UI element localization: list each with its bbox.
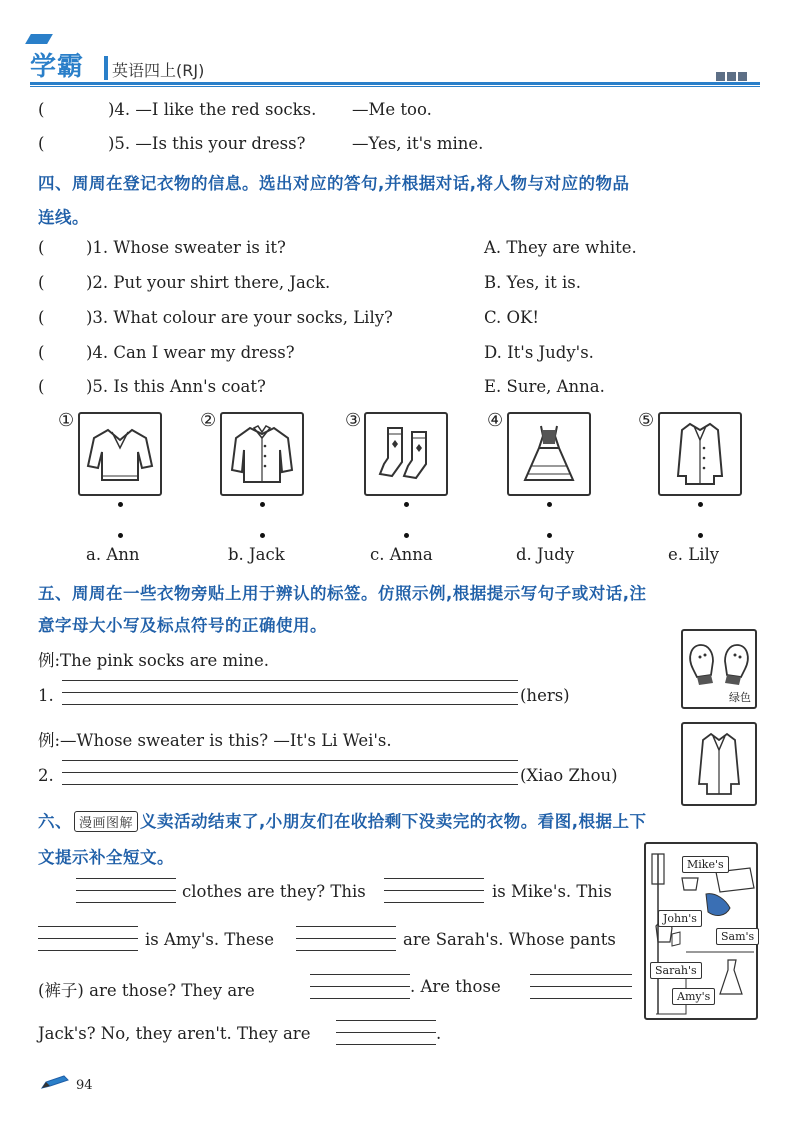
passage-text-8: . [436, 1024, 442, 1043]
item-picture-3 [364, 412, 448, 496]
person-dot-d[interactable] [547, 533, 552, 538]
color-label: 绿色 [729, 691, 751, 704]
part4-title: 四、周周在登记衣物的信息。选出对应的答句,并根据对话,将人物与对应的物品 [38, 174, 630, 193]
mittens-icon [683, 631, 755, 691]
item-dot-4[interactable] [547, 502, 552, 507]
tag-amys: Amy's [672, 988, 715, 1005]
page-number: 94 [76, 1078, 93, 1093]
part5-number-1: 1. [38, 686, 54, 705]
part4-question-1: ( )1. Whose sweater is it? [38, 238, 286, 257]
passage-text-5: (裤子) are those? They are [38, 981, 255, 1000]
item-number-1: ① [58, 410, 75, 431]
person-dot-b[interactable] [260, 533, 265, 538]
part3-question-4: ( )4. —I like the red socks. —Me too. [38, 100, 432, 119]
passage-text-6: . Are those [410, 977, 501, 996]
part5-example-1: 例:The pink socks are mine. [38, 651, 270, 670]
header-separator [104, 56, 108, 80]
part4-answer-d: D. It's Judy's. [484, 343, 594, 362]
part5-number-2: 2. [38, 766, 54, 785]
item-dot-1[interactable] [118, 502, 123, 507]
person-d: d. Judy [516, 545, 575, 564]
person-c: c. Anna [370, 545, 433, 564]
part3-question-5: ( )5. —Is this your dress? —Yes, it's mine. [38, 134, 484, 153]
person-dot-a[interactable] [118, 533, 123, 538]
blank-7[interactable] [336, 1032, 436, 1033]
header-rule [30, 82, 760, 85]
item-picture-2 [220, 412, 304, 496]
hint-xiao-zhou: (Xiao Zhou) [520, 766, 618, 785]
person-a: a. Ann [86, 545, 140, 564]
tag-sams: Sam's [716, 928, 759, 945]
passage-text-3: is Amy's. These [145, 930, 274, 949]
item-dot-2[interactable] [260, 502, 265, 507]
part6-title: 六、 漫画图解 义卖活动结束了,小朋友们在收拾剩下没卖完的衣物。看图,根据上下 [38, 812, 647, 831]
part4-answer-e: E. Sure, Anna. [484, 377, 605, 396]
mittens-picture [681, 629, 757, 709]
part4-question-4: ( )4. Can I wear my dress? [38, 343, 295, 362]
item-picture-4 [507, 412, 591, 496]
comic-badge: 漫画图解 [74, 811, 138, 832]
tag-mikes: Mike's [682, 856, 729, 873]
sweater-coat-picture [681, 722, 757, 806]
part4-question-5: ( )5. Is this Ann's coat? [38, 377, 266, 396]
brand-logo: 学霸 [30, 46, 84, 83]
item-picture-1 [78, 412, 162, 496]
item-dot-5[interactable] [698, 502, 703, 507]
passage-text-7: Jack's? No, they aren't. They are [38, 1024, 311, 1043]
blank-3[interactable] [38, 938, 138, 939]
part6-title-cont: 文提示补全短文。 [38, 848, 174, 867]
dress-icon [509, 414, 589, 494]
blank-1[interactable] [76, 890, 176, 891]
part5-title-cont: 意字母大小写及标点符号的正确使用。 [38, 616, 327, 635]
comic-picture [644, 842, 758, 1020]
passage-text-4: are Sarah's. Whose pants [403, 930, 616, 949]
blank-5[interactable] [310, 986, 410, 987]
page-header [0, 0, 800, 92]
item-number-2: ② [200, 410, 217, 431]
blank-2[interactable] [384, 890, 484, 891]
item-number-3: ③ [345, 410, 362, 431]
part4-question-3: ( )3. What colour are your socks, Lily? [38, 308, 393, 327]
person-b: b. Jack [228, 545, 285, 564]
socks-icon [366, 414, 446, 494]
book-title: 英语四上(RJ) [112, 61, 205, 80]
part5-example-2: 例:—Whose sweater is this? —It's Li Wei's. [38, 731, 392, 750]
person-dot-c[interactable] [404, 533, 409, 538]
pencil-icon [40, 1074, 70, 1094]
answer-line-2[interactable] [62, 772, 518, 773]
part4-title-cont: 连线。 [38, 208, 89, 227]
part4-answer-c: C. OK! [484, 308, 540, 327]
coat-icon [660, 414, 740, 494]
shirt-icon [222, 414, 302, 494]
tag-sarahs: Sarah's [650, 962, 702, 979]
person-e: e. Lily [668, 545, 720, 564]
part4-question-2: ( )2. Put your shirt there, Jack. [38, 273, 331, 292]
hint-hers: (hers) [520, 686, 570, 705]
jacket-icon [683, 724, 755, 804]
part4-answer-b: B. Yes, it is. [484, 273, 581, 292]
blank-6[interactable] [530, 986, 632, 987]
person-dot-e[interactable] [698, 533, 703, 538]
part4-answer-a: A. They are white. [484, 238, 637, 257]
blank-4[interactable] [296, 938, 396, 939]
passage-text-1: clothes are they? This [182, 882, 366, 901]
passage-text-2: is Mike's. This [492, 882, 612, 901]
part5-title: 五、周周在一些衣物旁贴上用于辨认的标签。仿照示例,根据提示写句子或对话,注 [38, 584, 647, 603]
item-number-4: ④ [487, 410, 504, 431]
sweater-icon [80, 414, 160, 494]
item-picture-5 [658, 412, 742, 496]
answer-line-1[interactable] [62, 692, 518, 693]
item-dot-3[interactable] [404, 502, 409, 507]
item-number-5: ⑤ [638, 410, 655, 431]
tag-johns: John's [658, 910, 702, 927]
